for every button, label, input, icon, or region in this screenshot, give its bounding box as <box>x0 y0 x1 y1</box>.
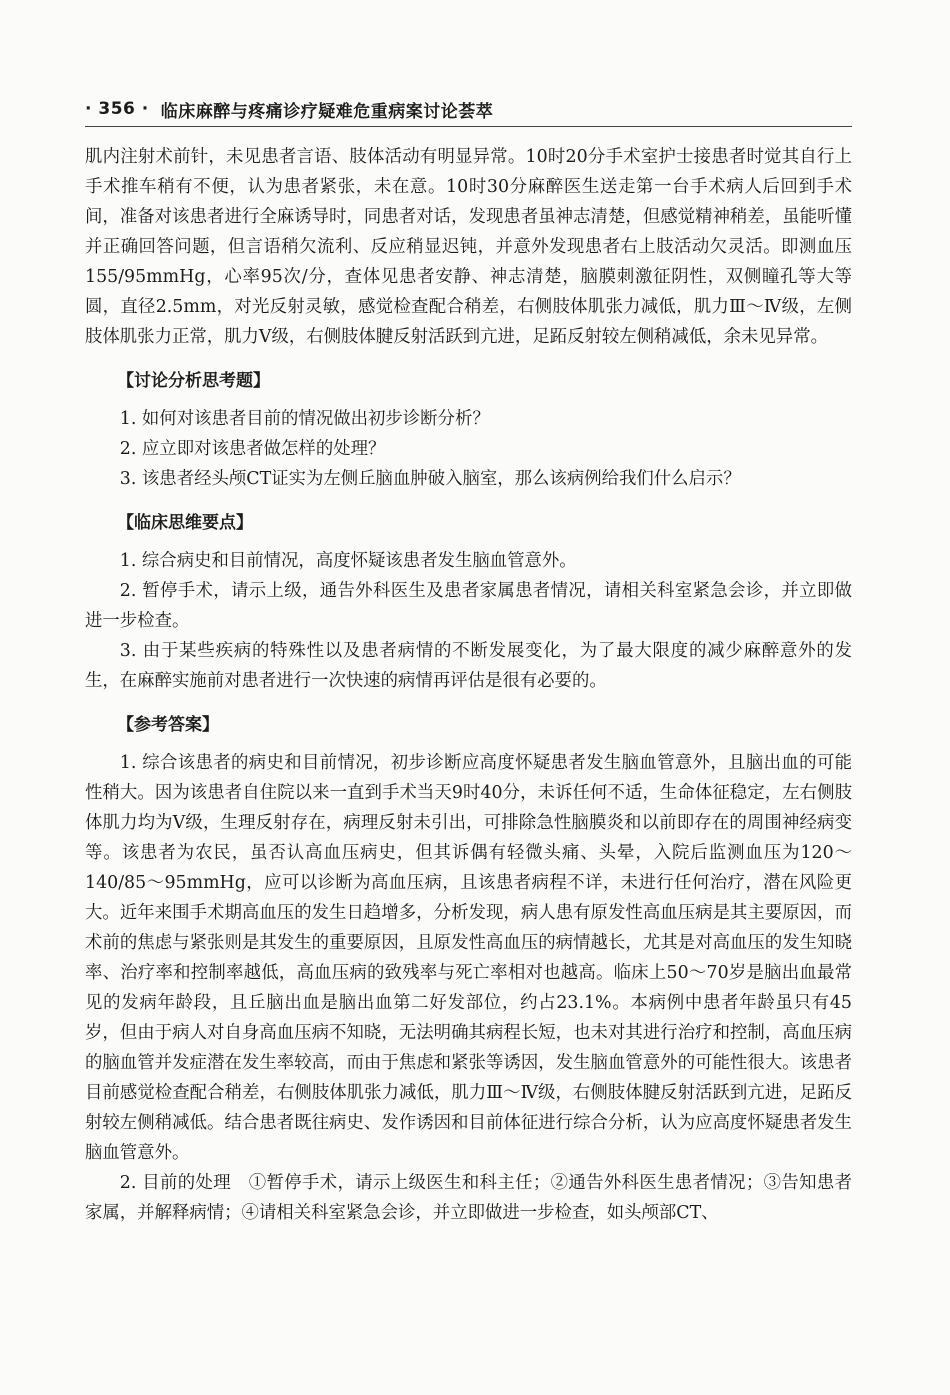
page-content <box>85 142 852 1228</box>
thinking-item: 1. 综合病史和目前情况，高度怀疑该患者发生脑血管意外。 <box>119 551 577 571</box>
book-title: 临床麻醉与疼痛诊疗疑难危重病案讨论荟萃 <box>160 101 494 122</box>
answer-item: 2. 目前的处理 ①暂停手术，请示上级医生和科主任；②通告外科医生患者情况；③告知患者家属，并解释病情；④请相关科室紧急会诊，并立即做进一步检查，如头颅部CT、 <box>85 1173 852 1223</box>
thinking-title: 【临床思维要点】 <box>117 513 253 533</box>
discussion-list <box>85 404 852 494</box>
answer-title: 【参考答案】 <box>117 715 219 735</box>
thinking-item: 2. 暂停手术，请示上级，通告外科医生及患者家属患者情况，请相关科室紧急会诊，并立即做进一步检查。 <box>85 581 852 631</box>
answer-list <box>85 748 852 1228</box>
case-text: 肌内注射术前针，未见患者言语、肢体活动有明显异常。10时20分手术室护士接患者时觉其自行上手术推车稍有不便，认为患者紧张，未在意。10时30分麻醉医生送走第一台手术病人后回到手术间，准备对该患者进行全麻诱导时，同患者对话，发现患者虽神志清楚，但感觉精神稍差，虽能听懂并正确回答问题，但言语稍欠流利、反应稍显迟钝，并意外发现患者右上肢活动欠灵活。即测血压155/95mmHg，心率95次/分，查体见患者安静、神志清楚，脑膜刺激征阴性，双侧瞳孔等大等圆，直径2.5mm，对光反射灵敏，感觉检查配合稍差，右侧肢体肌张力减低，肌力Ⅲ～Ⅳ级，左侧肢体肌张力正常，肌力Ⅴ级，右侧肢体腱反射活跃到亢进，足跖反射较左侧稍减低，余未见异常。 <box>85 147 852 347</box>
discussion-title: 【讨论分析思考题】 <box>117 371 270 391</box>
discussion-item: 2. 应立即对该患者做怎样的处理？ <box>119 439 386 459</box>
discussion-item: 3. 该患者经头颅CT证实为左侧丘脑血肿破入脑室，那么该病例给我们什么启示？ <box>119 469 741 489</box>
answer-item: 1. 综合该患者的病史和目前情况，初步诊断应高度怀疑患者发生脑血管意外，且脑出血的可能性稍大。因为该患者自住院以来一直到手术当天9时40分，未诉任何不适，生命体征稳定，左右侧肢体肌力均为Ⅴ级，生理反射存在，病理反射未引出，可排除急性脑膜炎和以前即存在的周围神经病变等。该患者为农民，虽否认高血压病史，但其诉偶有轻微头痛、头晕，入院后监测血压为120～140/85～95mmHg，应可以诊断为高血压病，且该患者病程不详，未进行任何治疗，潜在风险更大。近年来围手术期高血压的发生日趋增多，分析发现，病人患有原发性高血压病是其主要原因，而术前的焦虑与紧张则是其发生的重要原因，且原发性高血压的病情越长，尤其是对高血压的发生知晓率、治疗率和控制率越低，高血压病的致残率与死亡率相对也越高。临床上50～70岁是脑出血最常见的发病年龄段，且丘脑出血是脑出血第二好发部位，约占23.1%。本病例中患者年龄虽只有45岁，但由于病人对自身高血压病不知晓，无法明确其病程长短，也未对其进行治疗和控制，高血压病的脑血管并发症潜在发生率较高，而由于焦虑和紧张等诱因，发生脑血管意外的可能性很大。该患者目前感觉检查配合稍差，右侧肢体肌张力减低，肌力Ⅲ～Ⅳ级，右侧肢体腱反射活跃到亢进，足跖反射较左侧稍减低。结合患者既往病史、发作诱因和目前体征进行综合分析，认为应高度怀疑患者发生脑血管意外。 <box>85 753 852 1163</box>
thinking-item: 3. 由于某些疾病的特殊性以及患者病情的不断发展变化，为了最大限度的减少麻醉意外的发生，在麻醉实施前对患者进行一次快速的病情再评估是很有必要的。 <box>85 641 852 691</box>
discussion-item: 1. 如何对该患者目前的情况做出初步诊断分析？ <box>119 409 490 429</box>
running-header <box>85 92 852 127</box>
thinking-list <box>85 546 852 696</box>
page-number: · 356 · <box>85 99 149 119</box>
